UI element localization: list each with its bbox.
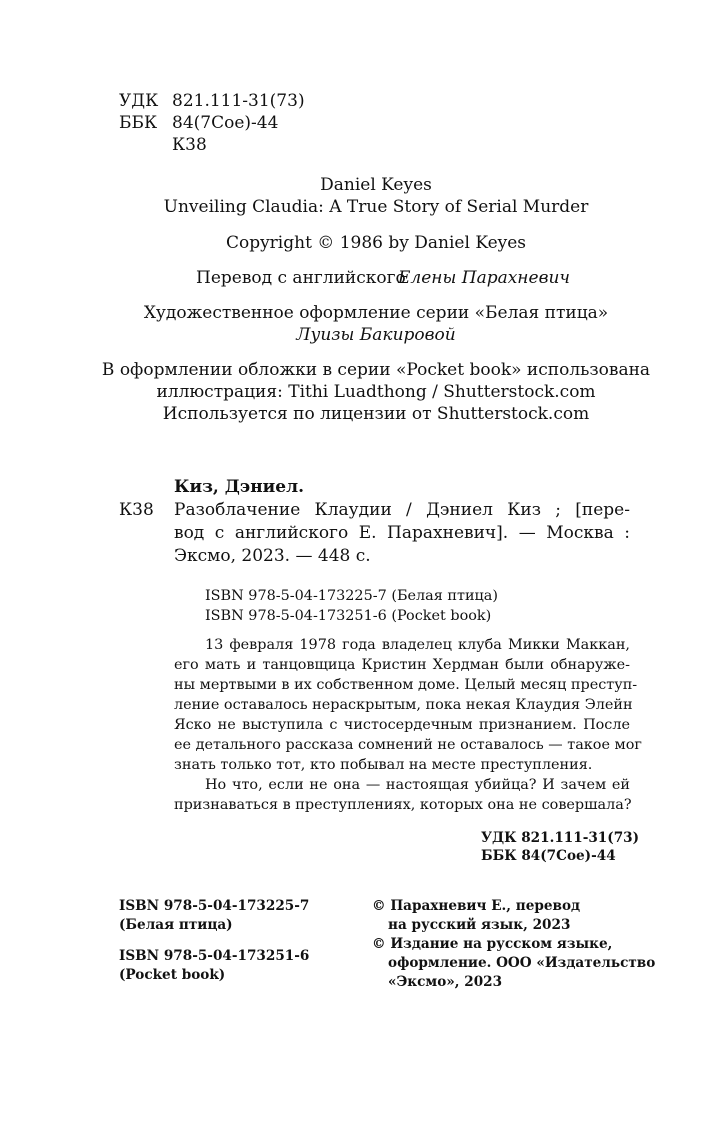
cover-credit-line-2: иллюстрация: Tithi Luadthong / Shutterstock.com: [156, 382, 596, 402]
bbk-value: 84(7Сое)-44: [172, 113, 279, 133]
udk-value: 821.111-31(73): [172, 91, 305, 111]
catalog-mark: К38: [119, 500, 154, 520]
annotation-line-7: знать только тот, кто побывал на месте преступления.: [174, 757, 593, 773]
catalog-udk: УДК 821.111-31(73): [481, 830, 640, 846]
translator-name: Елены Парахневич: [398, 268, 570, 288]
author-mark: К38: [172, 135, 207, 155]
catalog-isbn-2: ISBN 978-5-04-173251-6 (Pocket book): [205, 608, 492, 624]
original-copyright: Copyright © 1986 by Daniel Keyes: [225, 233, 527, 253]
series-designer-name: Луизы Бакировой: [296, 325, 456, 345]
annotation-line-6: ее детального рассказа сомнений не оставалось — такое мог: [174, 737, 642, 753]
translation-prefix: Перевод с английского: [196, 268, 406, 288]
cover-credit-line-1: В оформлении обложки в серии «Pocket book» использована: [101, 360, 651, 380]
catalog-entry-line-1: Разоблачение Клаудии / Дэниел Киз ; [пере-: [174, 500, 630, 520]
copyright-edition-line-2: оформление. ООО «Издательство: [388, 955, 656, 971]
footer-isbn-1-series: (Белая птица): [119, 917, 233, 933]
annotation-line-1: 13 февраля 1978 года владелец клуба Микки Маккан,: [205, 637, 630, 653]
annotation-line-8: Но что, если не она — настоящая убийца? И зачем ей: [205, 777, 630, 793]
original-title: Unveiling Claudia: A True Story of Serial Murder: [163, 197, 589, 217]
bbk-label: ББК: [119, 113, 158, 133]
udk-label: УДК: [119, 91, 159, 111]
annotation-line-2: его мать и танцовщица Кристин Хердман были обнаруже-: [174, 657, 630, 673]
catalog-bbk: ББК 84(7Сое)-44: [481, 848, 616, 864]
annotation-line-3: ны мертвыми в их собственном доме. Целый месяц преступ-: [174, 677, 638, 693]
footer-isbn-2-series: (Pocket book): [119, 967, 226, 983]
annotation-line-5: Яско не выступила с чистосердечным признанием. После: [174, 717, 630, 733]
copyright-edition-line-3: «Эксмо», 2023: [388, 974, 503, 990]
annotation-line-9: признаваться в преступлениях, которых она не совершала?: [174, 797, 632, 813]
footer-isbn-2: ISBN 978-5-04-173251-6: [119, 948, 310, 964]
catalog-heading: Киз, Дэниел.: [174, 477, 304, 497]
cover-credit-line-3: Используется по лицензии от Shutterstock.com: [162, 404, 590, 424]
original-author: Daniel Keyes: [320, 175, 432, 195]
catalog-entry-line-3: Эксмо, 2023. — 448 с.: [174, 546, 371, 566]
copyright-edition-line-1: © Издание на русском языке,: [372, 936, 613, 952]
footer-isbn-1: ISBN 978-5-04-173225-7: [119, 898, 310, 914]
catalog-entry-line-2: вод с английского Е. Парахневич]. — Москва :: [174, 523, 630, 543]
annotation-line-4: ление оставалось нераскрытым, пока некая Клаудия Элейн: [174, 697, 633, 713]
catalog-isbn-1: ISBN 978-5-04-173225-7 (Белая птица): [205, 588, 499, 604]
copyright-translation-line-2: на русский язык, 2023: [388, 917, 571, 933]
series-design-line: Художественное оформление серии «Белая птица»: [143, 303, 609, 323]
copyright-translation-line-1: © Парахневич Е., перевод: [372, 898, 581, 914]
